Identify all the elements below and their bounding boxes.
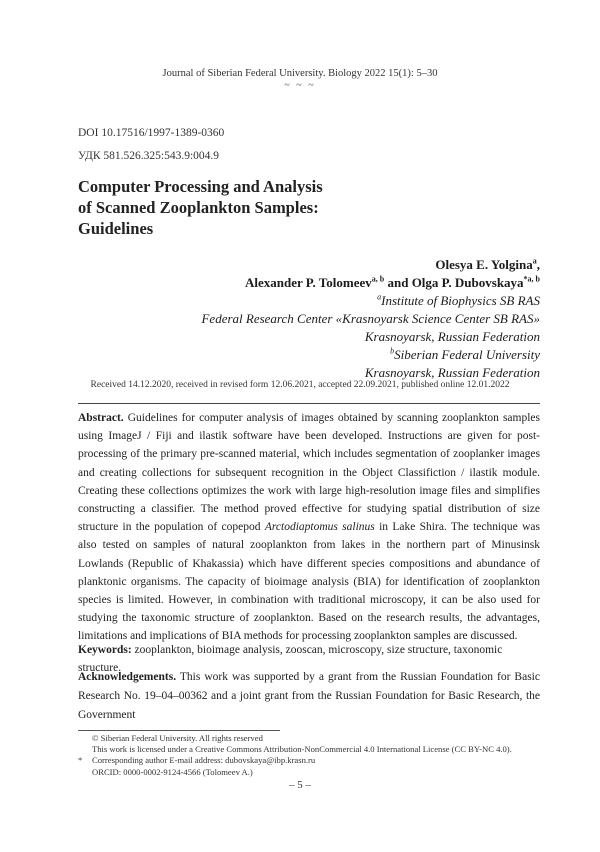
affiliation-mark: *a, b [523, 274, 540, 284]
abstract-top-rule [78, 403, 540, 404]
title-line: of Scanned Zooplankton Samples: [78, 198, 319, 217]
header-ornament: ~ ~ ~ [284, 80, 316, 91]
affiliation-line: Federal Research Center «Krasnoyarsk Science Center SB RAS» [201, 311, 540, 326]
affiliation-mark: b [390, 346, 395, 356]
affiliation-mark: a [532, 256, 537, 266]
abstract [78, 409, 540, 646]
author-line-1: Olesya E. Yolgina$^a$, [435, 256, 540, 272]
author-conjunction: and [384, 275, 412, 290]
keywords-text: zooplankton, bioimage analysis, zooscan, microscopy, size structure, taxonomic structure. [78, 644, 503, 674]
asterisk-mark: * [78, 755, 83, 766]
affiliation-mark: a, b [371, 274, 385, 284]
received-dates: Received 14.12.2020, received in revised form 12.06.2021, accepted 22.09.2021, published online 12.01.2022 [90, 380, 510, 390]
affiliation-line: Krasnoyarsk, Russian Federation [364, 365, 540, 380]
author-block [80, 256, 540, 382]
affiliation-line: Krasnoyarsk, Russian Federation [364, 329, 540, 344]
title-line: Guidelines [78, 219, 154, 238]
author-name: Olga P. Dubovskaya [411, 275, 524, 290]
abstract-text: Guidelines for computer analysis of images obtained by scanning zooplankton samples using ImageJ / Fiji and ilastik software have been developed. Instructions are given for post-processing of the primary pre-scanned material, which includes segmentation of zooplanker images and creating collections for subsequent recognition in the Object Classifiction / ilastik module. Creating these collections optimizes the work with large high-resolution image files and simplifies constructing a classifier. The method proved effective for studying spatial distribution of size structure in the population of copepod [78, 412, 540, 534]
abstract-text: in Lake Shira. The technique was also tested on samples of natural zooplankton from lakes in the northern part of Minusinsk Lowlands (Republic of Khakassia) which have different species compositions and abundance of planktonic organisms. The capacity of bioimage analysis (BIA) for identification of zooplankton species is limited. However, in combination with traditional microscopy, it can be also used for studying the taxonomic structure of zooplankton. Based on the research results, the advantages, limitations and implications of BIA methods for processing zooplankton samples are discussed. [78, 521, 540, 643]
author-name: Alexander P. Tolomeev [245, 275, 372, 290]
footnote-corresponding [78, 755, 540, 766]
journal-header: Journal of Siberian Federal University. Biology 2022 15(1): 5–30 [162, 68, 438, 79]
article-title [78, 176, 458, 239]
author-name: Olesya E. Yolgina [435, 257, 533, 272]
page-number: – 5 – [289, 779, 311, 791]
affiliation-text: Institute of Biophysics SB RAS [381, 293, 540, 308]
corresponding-email[interactable]: Corresponding author E-mail address: dubovskaya@ibp.krasn.ru [92, 755, 316, 766]
affiliation-line [80, 346, 540, 364]
acknowledgements [78, 668, 540, 725]
doi[interactable]: DOI 10.17516/1997-1389-0360 [78, 127, 225, 139]
footnote-copyright: © Siberian Federal University. All rights reserved [92, 733, 263, 743]
acknowledgements-label: Acknowledgements. [78, 671, 177, 683]
keywords-label: Keywords: [78, 644, 132, 656]
footnotes [78, 733, 540, 778]
footnote-orcid: ORCID: 0000-0002-9124-4566 (Tolomeev A.) [92, 766, 253, 777]
affiliation-line [80, 292, 540, 310]
species-name: Arctodiaptomus salinus [264, 521, 375, 534]
author-line-2 [80, 274, 540, 292]
title-line: Computer Processing and Analysis [78, 177, 323, 196]
abstract-label: Abstract. [78, 412, 124, 424]
affiliation-text: Siberian Federal University [394, 347, 540, 362]
acknowledgements-text: This work was supported by a grant from the Russian Foundation for Basic Research No. 19–04–00362 and a joint grant from the Russian Foundation for Basic Research, the Government [78, 671, 540, 721]
affiliation-mark: a [377, 292, 382, 302]
footnote-rule [78, 730, 280, 731]
udk-code: УДК 581.526.325:543.9:004.9 [78, 150, 220, 162]
footnote-license[interactable]: This work is licensed under a Creative Commons Attribution-NonCommercial 4.0 International License (CC BY-NC 4.0). [92, 744, 512, 755]
